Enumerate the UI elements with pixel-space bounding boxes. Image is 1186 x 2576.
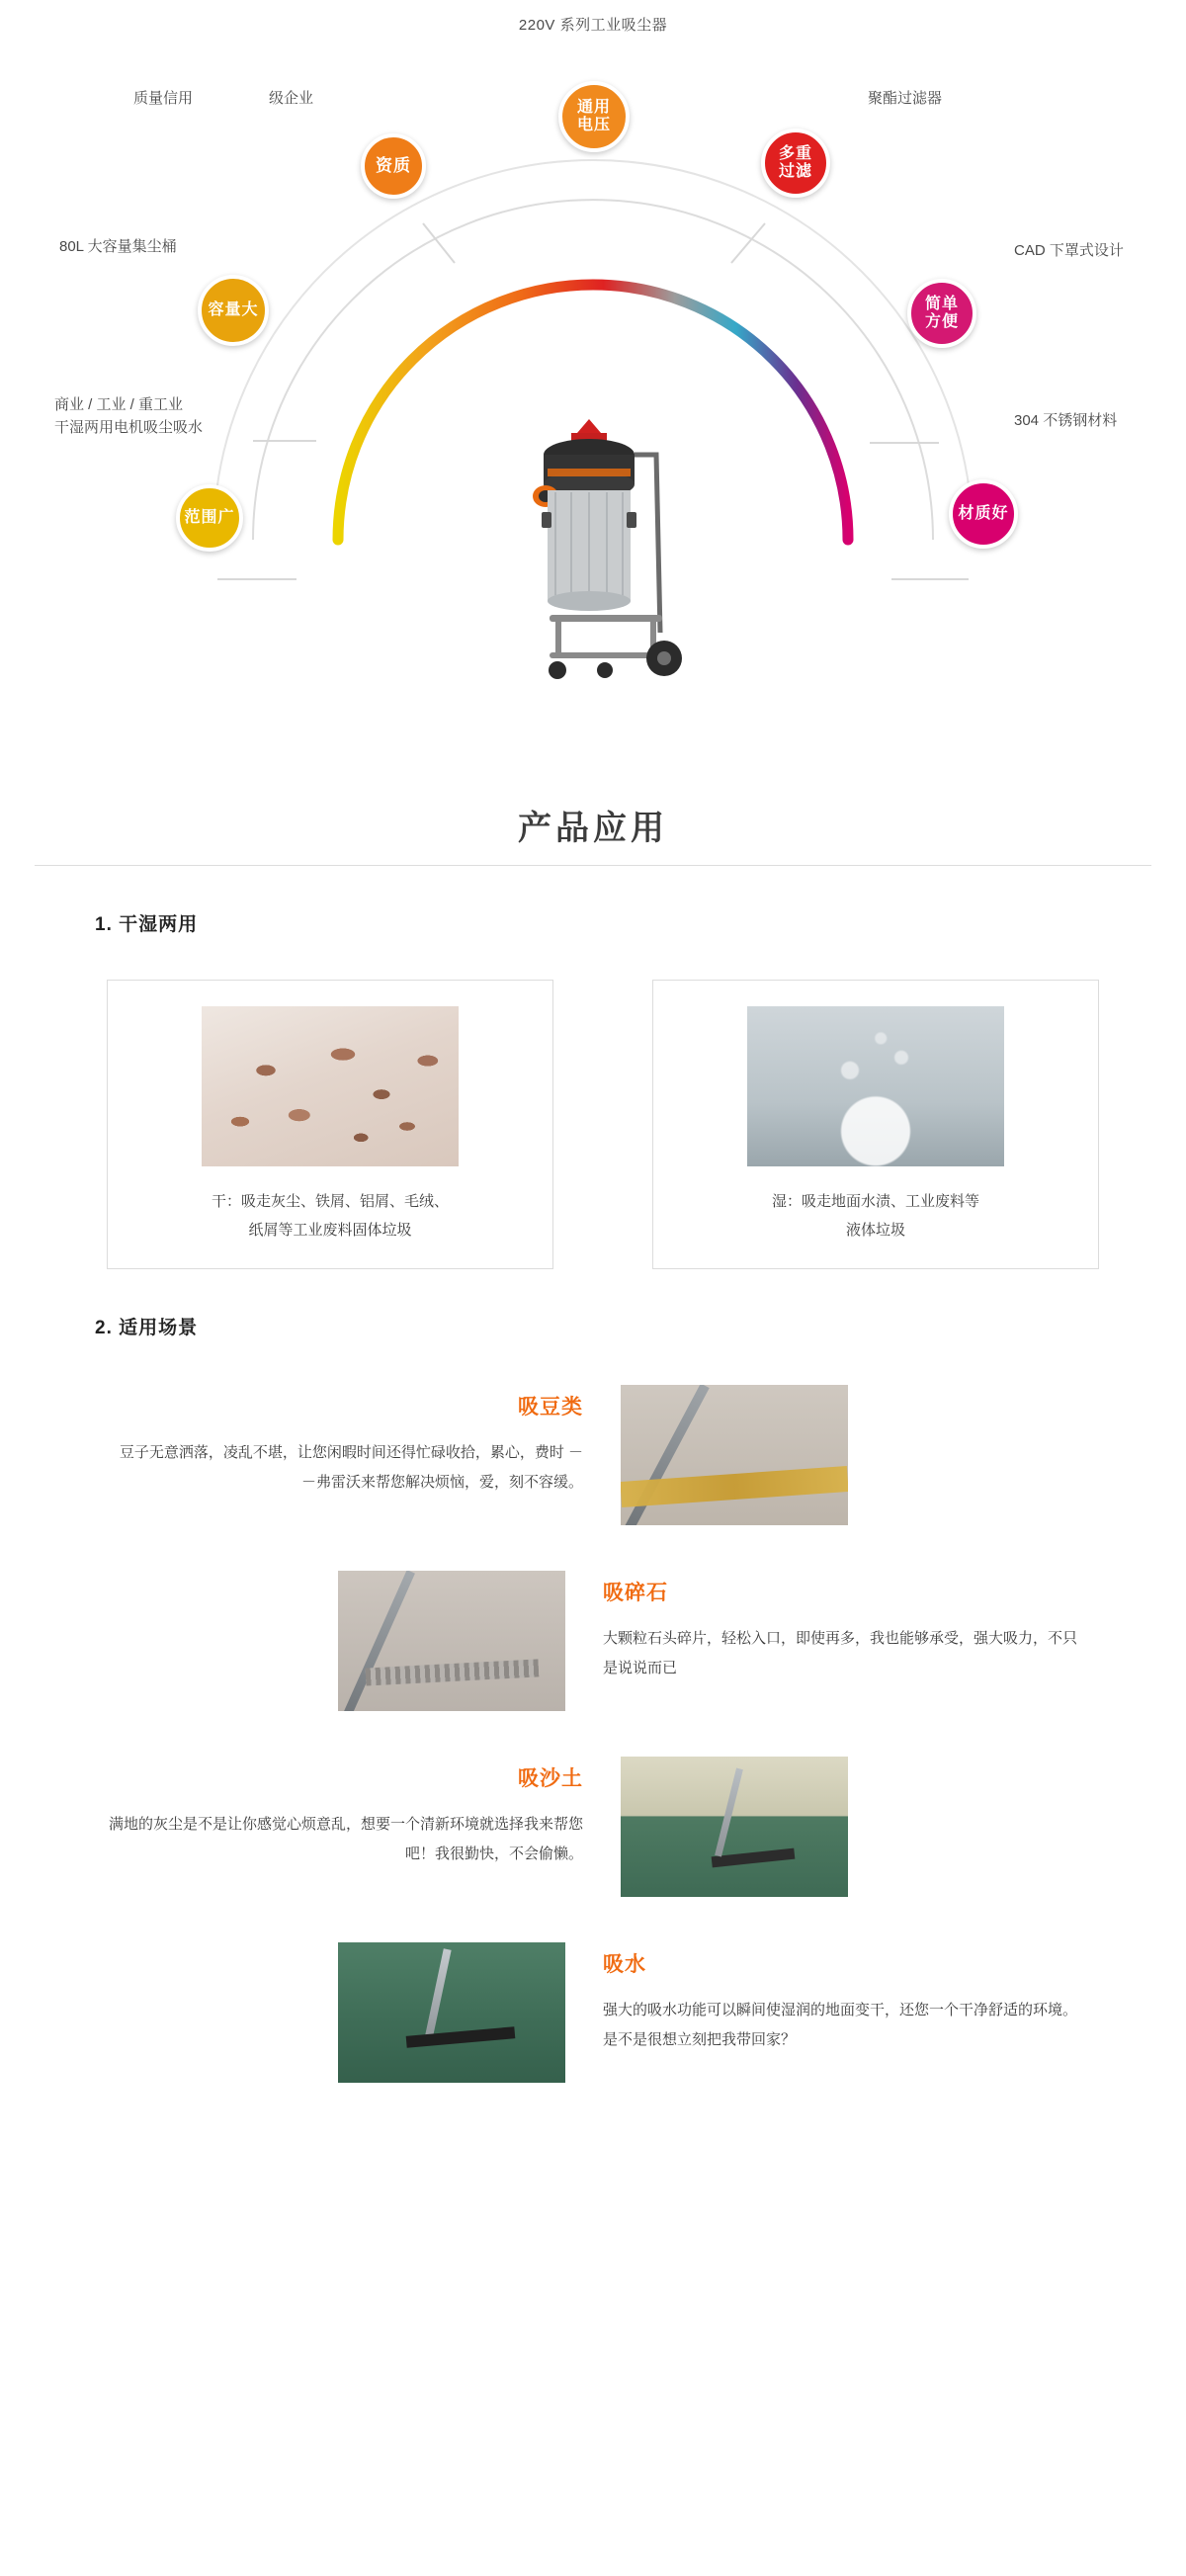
scene-sand-text xyxy=(109,1757,583,1869)
label-capacity-80l: 80L 大容量集尘桶 xyxy=(59,238,177,255)
badge-large-capacity-line1: 容量大 xyxy=(208,301,259,318)
badge-universal-voltage xyxy=(558,81,630,152)
hero-title: 220V 系列工业吸尘器 xyxy=(518,17,668,34)
section-header xyxy=(35,801,1151,866)
badge-simple-convenient-line1: 简单 xyxy=(924,295,959,312)
label-cad-design: CAD 下罩式设计 xyxy=(1014,242,1124,259)
scene-vacuum-beans xyxy=(0,1385,1186,1525)
scene-vacuum-sand xyxy=(0,1757,1186,1897)
label-grade-enterprise: 级企业 xyxy=(269,90,314,107)
vacuum-beans-photo xyxy=(621,1385,848,1525)
badge-multi-filter-line2: 过滤 xyxy=(778,163,812,180)
water-splash-photo xyxy=(747,1006,1004,1166)
label-stainless-steel: 304 不锈钢材料 xyxy=(1014,412,1118,429)
subsection-heading-wet-dry: 1. 干湿两用 xyxy=(95,914,199,935)
badge-qualification xyxy=(361,133,426,199)
scene-vacuum-water xyxy=(0,1942,1186,2083)
vacuum-gravel-photo xyxy=(338,1571,565,1711)
card-dry-caption-line2: 纸屑等工业废料固体垃圾 xyxy=(248,1221,412,1239)
page-bottom-spacer xyxy=(0,2083,1186,2172)
card-dry-caption xyxy=(133,1188,527,1245)
scene-beans-text xyxy=(109,1385,583,1498)
scene-gravel-body: 大颗粒石头碎片，轻松入口，即使再多，我也能够承受，强大吸力，不只是说说而已 xyxy=(603,1630,1078,1676)
scene-water-body: 强大的吸水功能可以瞬间使湿润的地面变干，还您一个干净舒适的环境。是不是很想立刻把我带回家？ xyxy=(603,2002,1078,2048)
badge-wide-range-line1: 范围广 xyxy=(184,508,235,526)
badge-multi-filter xyxy=(761,129,830,198)
wood-chips-photo xyxy=(202,1006,459,1166)
badge-universal-voltage-line1: 通用 xyxy=(576,98,611,116)
card-wet-caption-line2: 液体垃圾 xyxy=(845,1221,905,1239)
product-image-vacuum-cleaner xyxy=(486,386,714,702)
card-wet-use xyxy=(652,980,1099,1269)
label-usage-scope-line1: 商业 / 工业 / 重工业 xyxy=(54,396,184,413)
scene-sand-body: 满地的灰尘是不是让你感觉心烦意乱，想要一个清新环境就选择我来帮您吧！我很勤快，不会偷懒。 xyxy=(109,1816,584,1862)
scene-beans-body: 豆子无意洒落，凌乱不堪，让您闲暇时间还得忙碌收拾，累心，费时 －－弗雷沃来帮您解决烦恼，爱，刻不容缓。 xyxy=(119,1444,583,1491)
hero-infographic xyxy=(0,0,1186,781)
badge-simple-convenient xyxy=(907,279,976,348)
badge-universal-voltage-line2: 电压 xyxy=(576,117,611,133)
card-wet-caption-line1: 湿：吸走地面水渍、工业废料等 xyxy=(771,1193,979,1210)
scene-gravel-text xyxy=(603,1571,1077,1683)
badge-wide-range xyxy=(176,484,243,552)
card-wet-caption xyxy=(679,1188,1072,1245)
label-usage-scope-line2: 干湿两用电机吸尘吸水 xyxy=(54,419,204,437)
badge-large-capacity xyxy=(198,275,269,346)
scene-water-text xyxy=(603,1942,1077,2055)
label-quality-credit: 质量信用 xyxy=(133,90,194,107)
label-polyester-filter: 聚酯过滤器 xyxy=(868,90,943,107)
badge-simple-convenient-line2: 方便 xyxy=(924,313,959,330)
scene-beans-title: 吸豆类 xyxy=(518,1396,583,1418)
scene-sand-title: 吸沙土 xyxy=(518,1767,583,1790)
vacuum-sand-photo xyxy=(621,1757,848,1897)
scene-vacuum-gravel xyxy=(0,1571,1186,1711)
page-title: 产品应用 xyxy=(518,810,668,847)
badge-qualification-line1: 资质 xyxy=(376,156,411,176)
vacuum-water-photo xyxy=(338,1942,565,2083)
badge-good-material xyxy=(949,479,1018,549)
subsection-heading-scenarios: 2. 适用场景 xyxy=(95,1318,199,1338)
card-dry-use xyxy=(107,980,553,1269)
badge-good-material-line1: 材质好 xyxy=(958,504,1009,522)
card-dry-caption-line1: 干：吸走灰尘、铁屑、铝屑、毛绒、 xyxy=(211,1193,449,1210)
scene-gravel-title: 吸碎石 xyxy=(603,1582,668,1604)
wet-dry-card-row xyxy=(107,980,1186,1269)
badge-multi-filter-line1: 多重 xyxy=(778,144,812,162)
scene-water-title: 吸水 xyxy=(603,1953,646,1976)
